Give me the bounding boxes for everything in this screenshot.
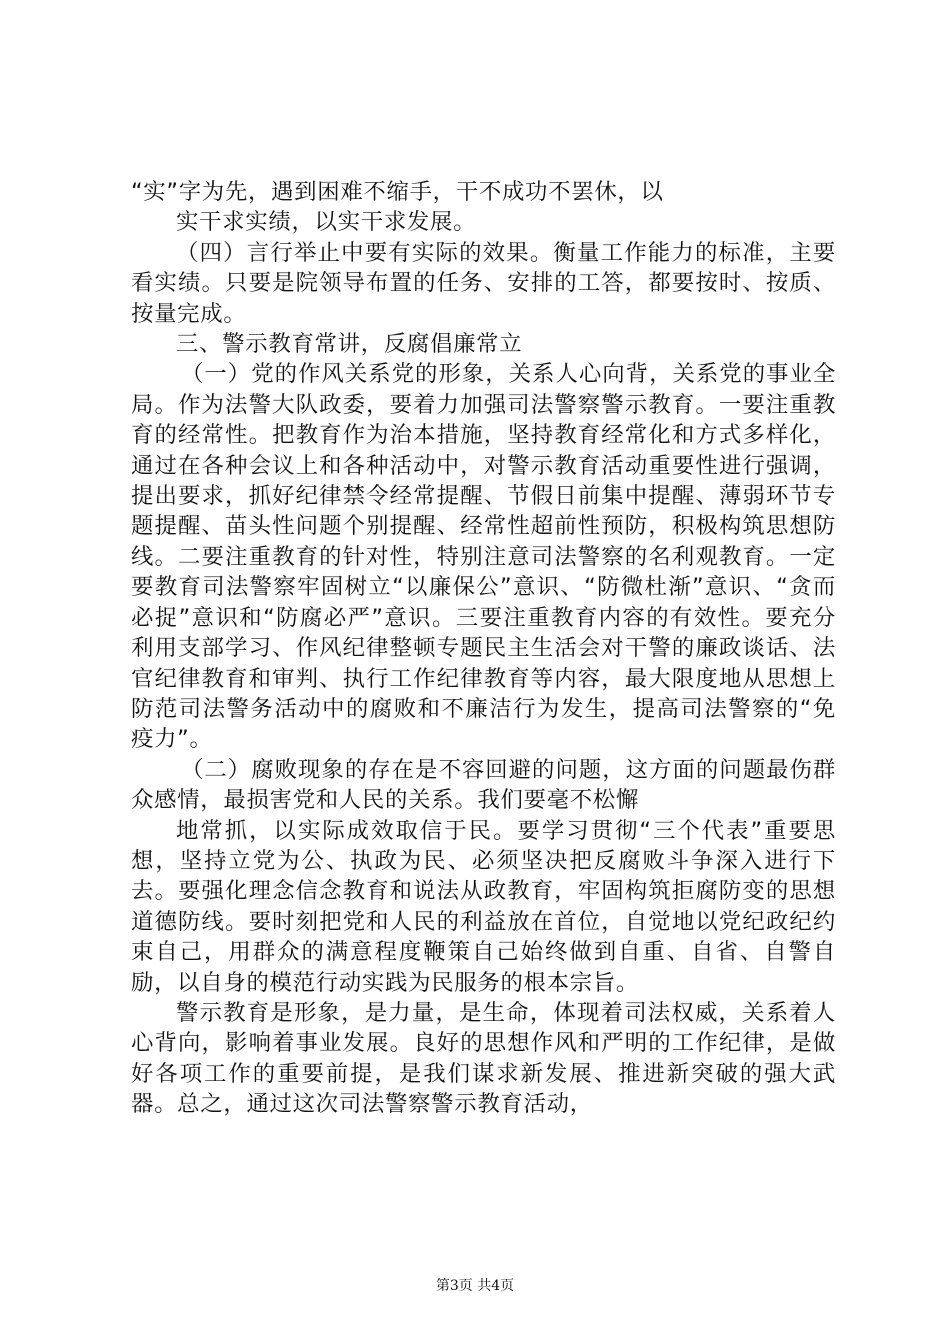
- paragraph: 实干求实绩，以实干求发展。: [176, 209, 477, 236]
- paragraph-continuation: “实”字为先，遇到困难不缩手，干不成功不罢休，以: [131, 179, 664, 205]
- paragraph-point-two: （二）腐败现象的存在是不容回避的问题，这方面的问题最伤群众感情，最损害党和人民的关系。我们要毫不松懈: [131, 756, 836, 814]
- paragraph-section-four: （四）言行举止中要有实际的效果。衡量工作能力的标准，主要看实绩。只要是院领导布置的任务、安排的工答，都要按时、按质、按量完成。: [131, 239, 836, 327]
- paragraph: 地常抓，以实际成效取信于民。要学习贯彻“三个代表”重要思想，坚持立党为公、执政为民、必须坚决把反腐败斗争深入进行下去。要强化理念信念教育和说法从政教育，牢固构筑拒腐防变的思想道德防线。要时刻把党和人民的利益放在首位，自觉地以党纪政纪约束自己，用群众的满意程度鞭策自己始终做到自重、自省、自警自励，以自身的模范行动实践为民服务的根本宗旨。: [131, 817, 836, 996]
- section-heading: 三、警示教育常讲，反腐倡廉常立: [176, 331, 523, 358]
- page-number-footer: 第3页 共4页: [435, 1278, 515, 1294]
- paragraph-conclusion: 警示教育是形象，是力量，是生命，体现着司法权威，关系着人心背向，影响着事业发展。良好的思想作风和严明的工作纪律，是做好各项工作的重要前提，是我们谋求新发展、推进新突破的强大武器。总之，通过这次司法警察警示教育活动，: [131, 999, 836, 1118]
- paragraph-point-one: （一）党的作风关系党的形象，关系人心向背，关系党的事业全局。作为法警大队政委，要着力加强司法警察警示教育。一要注重教育的经常性。把教育作为治本措施，坚持教育经常化和方式多样化，通过在各种会议上和各种活动中，对警示教育活动重要性进行强调，提出要求，抓好纪律禁令经常提醒、节假日前集中提醒、薄弱环节专题提醒、苗头性问题个别提醒、经常性超前性预防，积极构筑思想防线。二要注重教育的针对性，特别注意司法警察的名利观教育。一定要教育司法警察牢固树立“以廉保公”意识、“防微杜渐”意识、“贪而必捉”意识和“防腐必严”意识。三要注重教育内容的有效性。要充分利用支部学习、作风纪律整顿专题民主生活会对干警的廉政谈话、法官纪律教育和审判、执行工作纪律教育等内容，最大限度地从思想上防范司法警务活动中的腐败和不廉洁行为发生，提高司法警察的“免疫力”。: [131, 361, 836, 753]
- document-body: [131, 177, 836, 1120]
